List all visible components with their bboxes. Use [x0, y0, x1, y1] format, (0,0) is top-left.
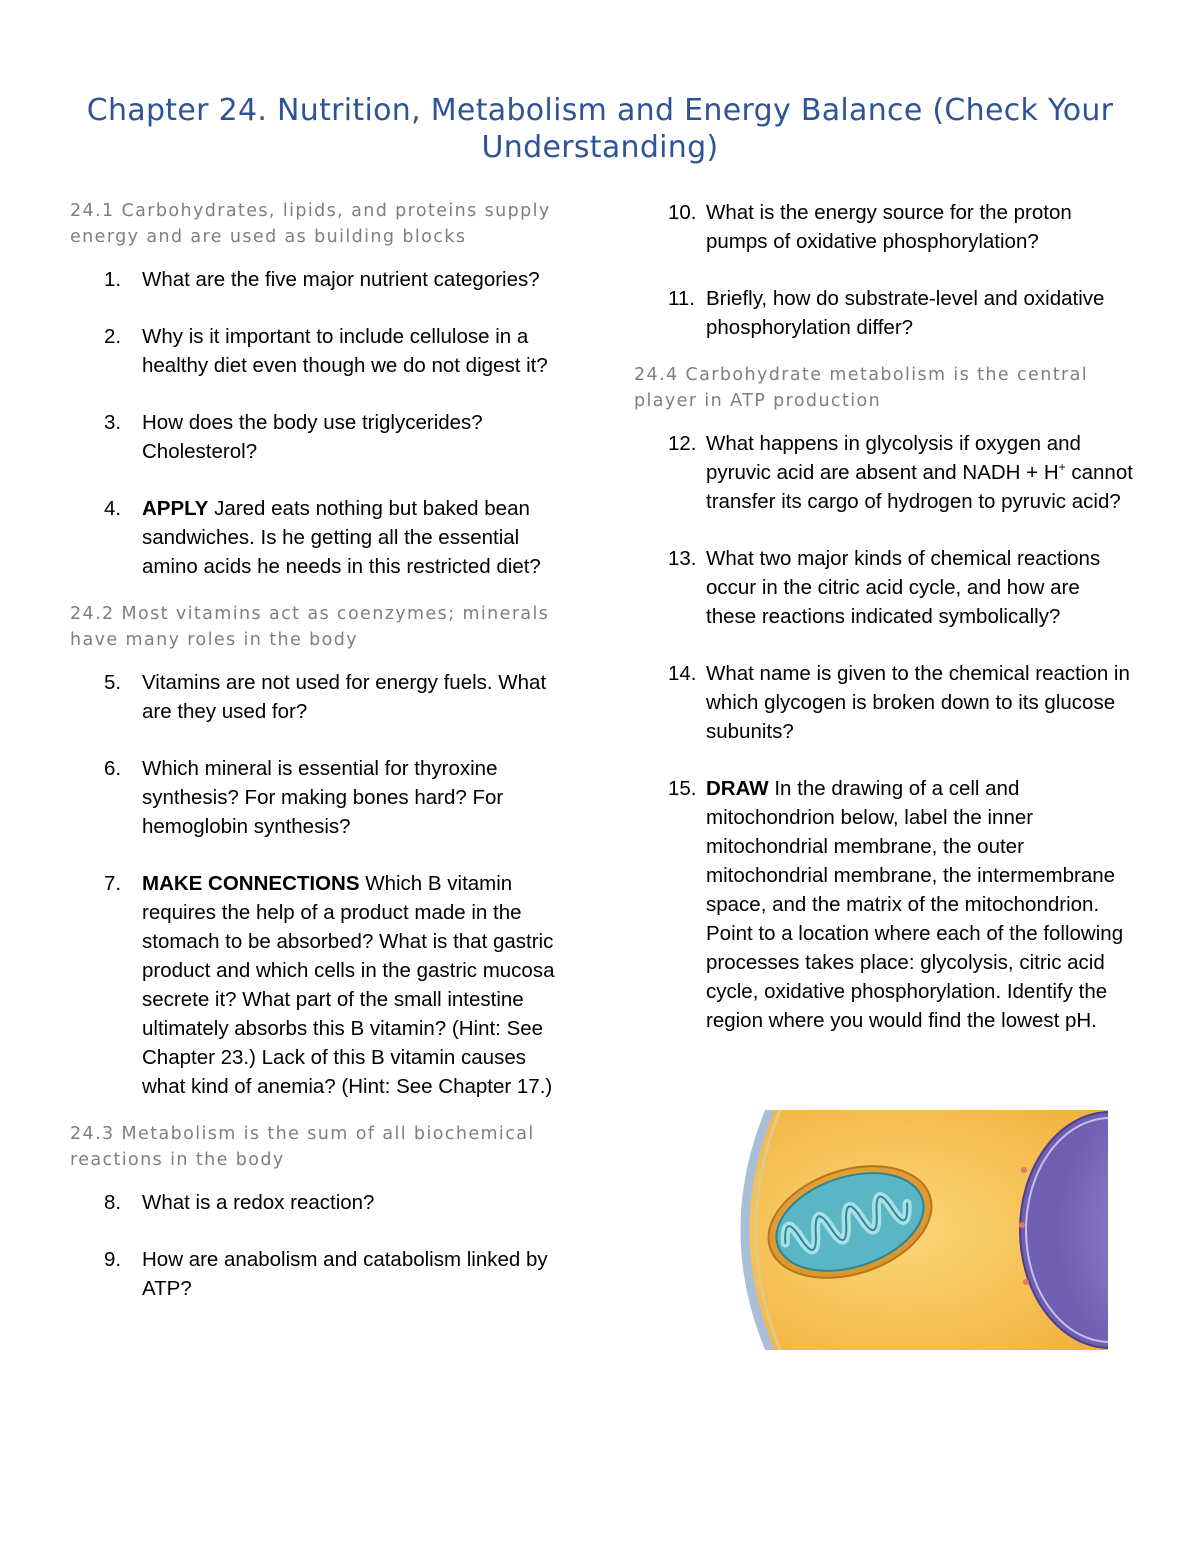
question-number: 9.	[104, 1248, 122, 1271]
question-number: 13.	[668, 547, 697, 570]
question-13	[634, 544, 1134, 631]
left-column	[70, 198, 570, 1331]
section-heading-24-1: 24.1 Carbohydrates, lipids, and proteins supply energy and are used as building blocks	[70, 201, 551, 247]
question-4	[70, 494, 570, 581]
question-1	[70, 265, 570, 294]
question-text: Briefly, how do substrate-level and oxidative phosphorylation differ?	[706, 287, 1105, 339]
question-number: 2.	[104, 325, 122, 348]
question-tag: MAKE CONNECTIONS	[142, 872, 360, 895]
question-text: What name is given to the chemical reaction in which glycogen is broken down to its glucose subunits?	[706, 662, 1130, 743]
question-text: Which B vitamin requires the help of a product made in the stomach to be absorbed? What is that gastric product and which cells in the gastric mucosa secrete it? What part of the small intestine ultimately absorbs this B vitamin? (Hint: See Chapter 23.) Lack of this B vitamin causes what kind of anemia? (Hint: See Chapter 17.)	[142, 872, 555, 1098]
question-text: What is a redox reaction?	[142, 1191, 375, 1214]
question-2	[70, 322, 570, 380]
question-number: 4.	[104, 497, 122, 520]
question-8	[70, 1188, 570, 1217]
question-text: What is the energy source for the proton pumps of oxidative phosphorylation?	[706, 201, 1072, 253]
question-text: Vitamins are not used for energy fuels. What are they used for?	[142, 671, 547, 723]
question-text-cont: cannot transfer its cargo of hydrogen to pyruvic acid?	[706, 461, 1133, 513]
question-number: 1.	[104, 268, 122, 291]
question-6	[70, 754, 570, 841]
cell-mitochondrion-illustration	[730, 1110, 1108, 1350]
question-3	[70, 408, 570, 466]
question-14	[634, 659, 1134, 746]
question-number: 8.	[104, 1191, 122, 1214]
question-text: What happens in glycolysis if oxygen and pyruvic acid are absent and NADH + H	[706, 432, 1081, 484]
question-text: How are anabolism and catabolism linked by ATP?	[142, 1248, 548, 1300]
question-number: 5.	[104, 671, 122, 694]
question-12	[634, 429, 1134, 516]
question-number: 7.	[104, 872, 122, 895]
question-number: 10.	[668, 201, 697, 224]
question-10	[634, 198, 1134, 256]
question-text: What two major kinds of chemical reactions occur in the citric acid cycle, and how are these reactions indicated symbolically?	[706, 547, 1101, 628]
question-text: In the drawing of a cell and mitochondrion below, label the inner mitochondrial membrane, the outer mitochondrial membrane, the intermembrane space, and the matrix of the mitochondrion. Point to a location where each of the following processes takes place: glycolysis, citric acid cycle, oxidative phosphorylation. Identify the region where you would find the lowest pH.	[706, 777, 1124, 1032]
question-text: Which mineral is essential for thyroxine synthesis? For making bones hard? For hemoglobin synthesis?	[142, 757, 504, 838]
question-number: 12.	[668, 432, 697, 455]
question-tag: APPLY	[142, 497, 209, 520]
question-9	[70, 1245, 570, 1303]
question-5	[70, 668, 570, 726]
page-title: Chapter 24. Nutrition, Metabolism and Energy Balance (Check Your Understanding)	[86, 93, 1114, 165]
section-heading-24-4: 24.4 Carbohydrate metabolism is the central player in ATP production	[634, 365, 1088, 411]
question-tag: DRAW	[706, 777, 769, 800]
superscript-plus: +	[1058, 460, 1066, 475]
question-text: Jared eats nothing but baked bean sandwiches. Is he getting all the essential amino acids he needs in this restricted diet?	[142, 497, 541, 578]
right-column	[634, 198, 1134, 1063]
question-text: How does the body use triglycerides? Cholesterol?	[142, 411, 483, 463]
question-11	[634, 284, 1134, 342]
question-number: 3.	[104, 411, 122, 434]
question-7	[70, 869, 570, 1101]
question-text: What are the five major nutrient categories?	[142, 268, 540, 291]
question-15	[634, 774, 1134, 1035]
question-number: 6.	[104, 757, 122, 780]
section-heading-24-2: 24.2 Most vitamins act as coenzymes; minerals have many roles in the body	[70, 604, 550, 650]
question-text: Why is it important to include cellulose in a healthy diet even though we do not digest it?	[142, 325, 548, 377]
question-number: 11.	[668, 287, 695, 310]
question-number: 15.	[668, 777, 697, 800]
question-number: 14.	[668, 662, 697, 685]
section-heading-24-3: 24.3 Metabolism is the sum of all biochemical reactions in the body	[70, 1124, 535, 1170]
